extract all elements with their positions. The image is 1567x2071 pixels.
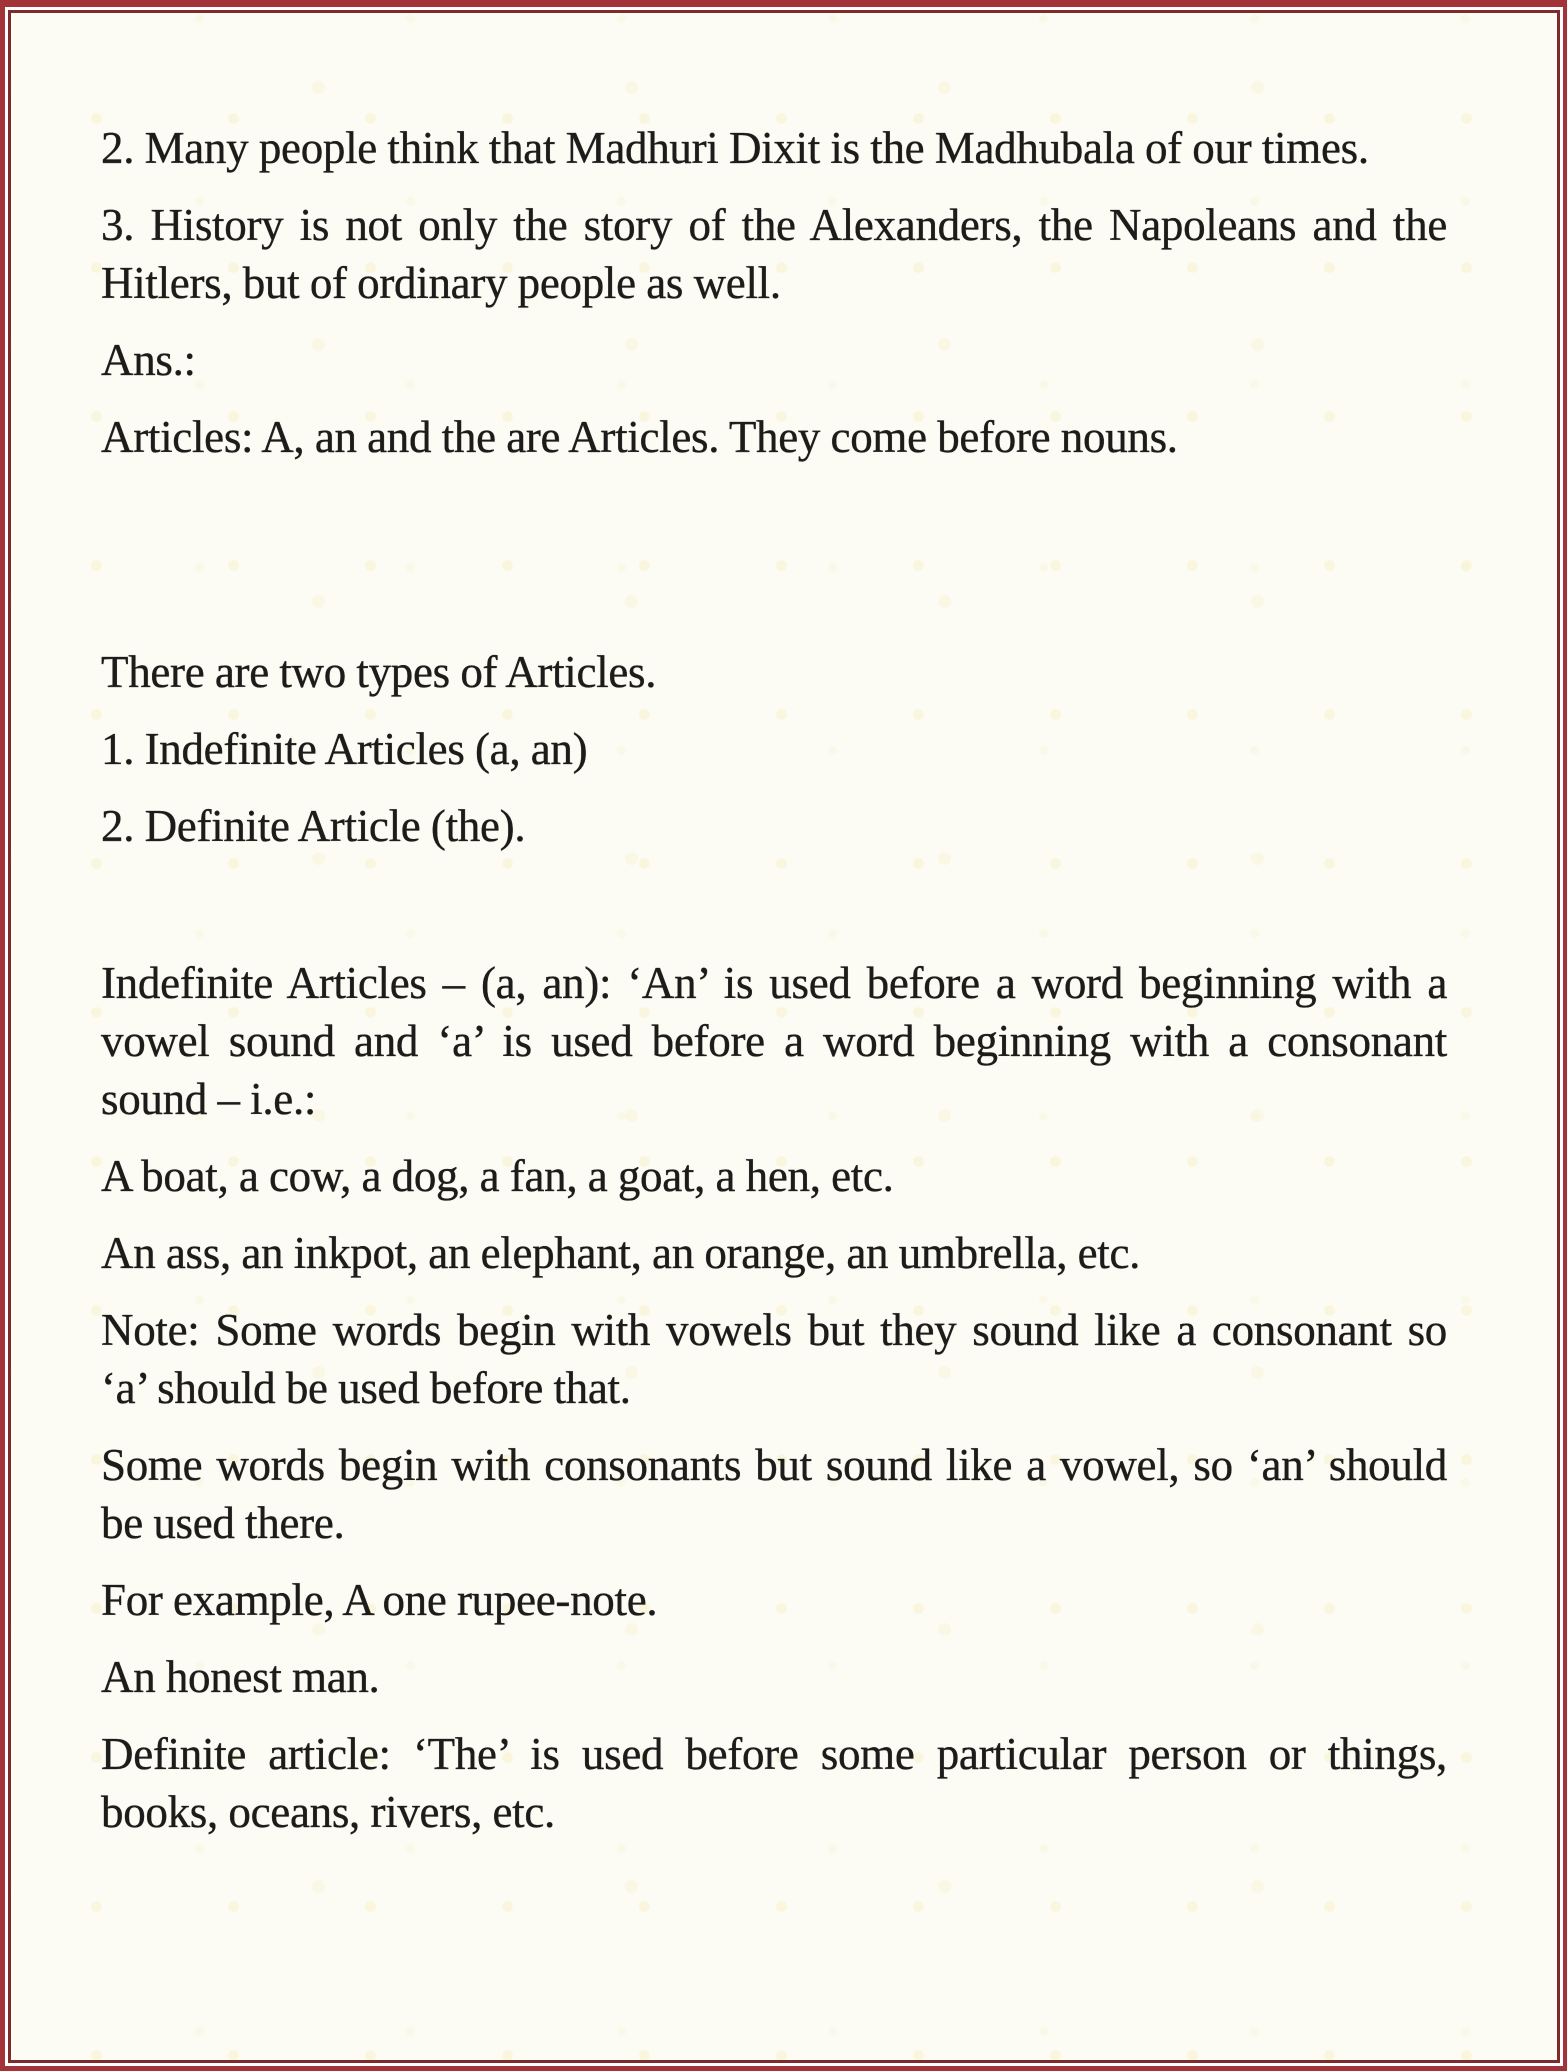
a-examples xyxy=(101,1147,1447,1205)
note-vowel-sound xyxy=(101,1436,1447,1552)
text-line: Note: Some words begin with vowels but they sound like a consonant so xyxy=(101,1305,1447,1355)
exercise-item-2 xyxy=(101,119,1447,177)
text-line: An honest man. xyxy=(101,1652,380,1702)
text-line: be used there. xyxy=(101,1498,345,1548)
exercise-item-3 xyxy=(101,196,1447,312)
example-rupee-note xyxy=(101,1571,1447,1629)
text-line: There are two types of Articles. xyxy=(101,647,657,697)
text-line: Hitlers, but of ordinary people as well. xyxy=(101,258,781,308)
type-indefinite xyxy=(101,720,1447,778)
note-consonant-sound xyxy=(101,1301,1447,1417)
text-line: For example, A one rupee-note. xyxy=(101,1575,658,1625)
indefinite-explanation xyxy=(101,954,1447,1128)
scanned-page xyxy=(8,10,1560,2063)
text-line: vowel sound and ‘a’ is used before a word beginning with a consonant xyxy=(101,1016,1447,1066)
blank-space xyxy=(101,485,1447,643)
text-line: Definite article: ‘The’ is used before some particular person or things, xyxy=(101,1729,1447,1779)
text-line: A boat, a cow, a dog, a fan, a goat, a hen, etc. xyxy=(101,1151,894,1201)
text-line: Articles: A, an and the are Articles. They come before nouns. xyxy=(101,412,1178,462)
text-line: ‘a’ should be used before that. xyxy=(101,1363,631,1413)
text-line: books, oceans, rivers, etc. xyxy=(101,1787,556,1837)
types-heading xyxy=(101,643,1447,701)
text-line: 2. Many people think that Madhuri Dixit is the Madhubala of our times. xyxy=(101,123,1369,173)
blank-space xyxy=(101,874,1447,954)
type-definite xyxy=(101,797,1447,855)
text-line: An ass, an inkpot, an elephant, an orange, an umbrella, etc. xyxy=(101,1228,1141,1278)
an-examples xyxy=(101,1224,1447,1282)
document-text xyxy=(11,13,1557,1920)
articles-definition xyxy=(101,408,1447,466)
text-line: Ans.: xyxy=(101,335,196,385)
example-honest-man xyxy=(101,1648,1447,1706)
text-line: 3. History is not only the story of the Alexanders, the Napoleans and the xyxy=(101,200,1447,250)
text-line: 1. Indefinite Articles (a, an) xyxy=(101,724,588,774)
answer-label xyxy=(101,331,1447,389)
text-line: Some words begin with consonants but sound like a vowel, so ‘an’ should xyxy=(101,1440,1447,1490)
text-line: sound – i.e.: xyxy=(101,1074,317,1124)
text-line: 2. Definite Article (the). xyxy=(101,801,526,851)
definite-explanation xyxy=(101,1725,1447,1841)
text-line: Indefinite Articles – (a, an): ‘An’ is used before a word beginning with a xyxy=(101,958,1447,1008)
